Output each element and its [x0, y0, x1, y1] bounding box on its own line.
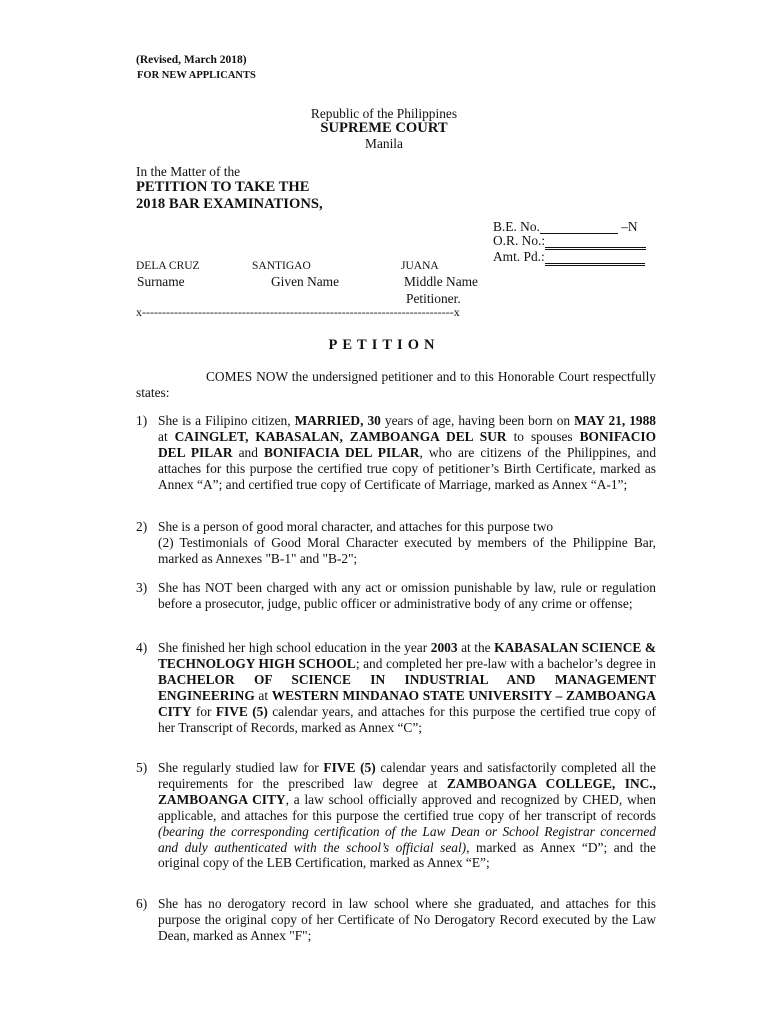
given-name-label: Given Name: [271, 274, 340, 289]
paragraph-3: 3) She has NOT been charged with any act or omission punishable by law, rule or regulation before a prosecutor, judge, public officer or administrative body of any crime or offense;: [136, 580, 656, 611]
or-number-blank: [545, 234, 646, 250]
applicants-note: FOR NEW APPLICANTS: [137, 70, 256, 81]
court-city: Manila: [365, 136, 403, 151]
court-name: SUPREME COURT: [320, 120, 448, 136]
matter-intro: In the Matter of the: [136, 164, 241, 179]
petitioner-role: Petitioner.: [406, 291, 461, 306]
middle-name-value: JUANA: [401, 260, 439, 272]
paragraph-6: 6) She has no derogatory record in law school where she graduated, and attaches for this purpose the original copy of her Certificate of No Derogatory Record executed by the Law Dean, marked as Annex "F";: [136, 896, 656, 943]
amount-paid-blank: [545, 250, 645, 266]
be-number-row: B.E. No. –N: [493, 219, 638, 234]
matter-line-2: 2018 BAR EXAMINATIONS,: [136, 196, 323, 212]
paragraph-5: 5) She regularly studied law for FIVE (5) calendar years and satisfactorily completed all the requirements for the prescribed law degree at ZAMBOANGA COLLEGE, INC., ZAMBOANGA CITY, a law school officially approved and recognized by CHED, when applicable, and attaches for this purpose the certified true copy of her transcript of records (bearing the corresponding certification of the Law Dean or School Registrar concerned and duly authenticated with the school’s official seal), marked as Annex “D”; and the original copy of the LEB Certification, marked as Annex “E”;: [136, 760, 657, 871]
caption-separator: x------------------------------------------------------------------------------x: [136, 305, 460, 319]
surname-label: Surname: [137, 274, 185, 289]
case-numbers: [493, 220, 646, 266]
paragraph-2: 2) She is a person of good moral character, and attaches for this purpose two (2) Testimonials of Good Moral Character executed by members of the Philippine Bar, marked as Annexes "B-1" and "B-2";: [136, 519, 656, 566]
paragraph-1: 1) She is a Filipino citizen, MARRIED, 30 years of age, having been born on MAY 21, 1988 at CAINGLET, KABASALAN, ZAMBOANGA DEL SUR to spouses BONIFACIO DEL PILAR and BONIFACIA DEL PILAR, who are citizens of the Philippines, and attaches for this purpose the certified true copy of petitioner’s Birth Certificate, marked as Annex “A”; and certified true copy of Certificate of Marriage, marked as Annex “A-1”;: [136, 413, 657, 492]
amount-paid-row: Amt. Pd.:: [493, 250, 646, 266]
or-number-row: O.R. No.:: [493, 234, 646, 250]
given-name-value: SANTIGAO: [252, 260, 311, 272]
revised-note: (Revised, March 2018): [136, 54, 247, 66]
be-number-blank: [540, 220, 618, 234]
paragraph-4: 4) She finished her high school education in the year 2003 at the KABASALAN SCIENCE & TECHNOLOGY HIGH SCHOOL; and completed her pre-law with a bachelor’s degree in BACHELOR OF SCIENCE IN INDUSTRIAL AND MANAGEMENT ENGINEERING at WESTERN MINDANAO STATE UNIVERSITY – ZAMBOANGA CITY for FIVE (5) calendar years, and attaches for this purpose the certified true copy of her Transcript of Records, marked as Annex “C”;: [136, 640, 657, 735]
document-title: PETITION: [328, 337, 440, 353]
opening-statement: COMES NOW the undersigned petitioner and to this Honorable Court respectfully states:: [136, 369, 656, 400]
middle-name-label: Middle Name: [404, 274, 479, 289]
matter-line-1: PETITION TO TAKE THE: [136, 179, 310, 195]
republic-line: Republic of the Philippines: [310, 106, 458, 121]
surname-value: DELA CRUZ: [136, 260, 200, 272]
